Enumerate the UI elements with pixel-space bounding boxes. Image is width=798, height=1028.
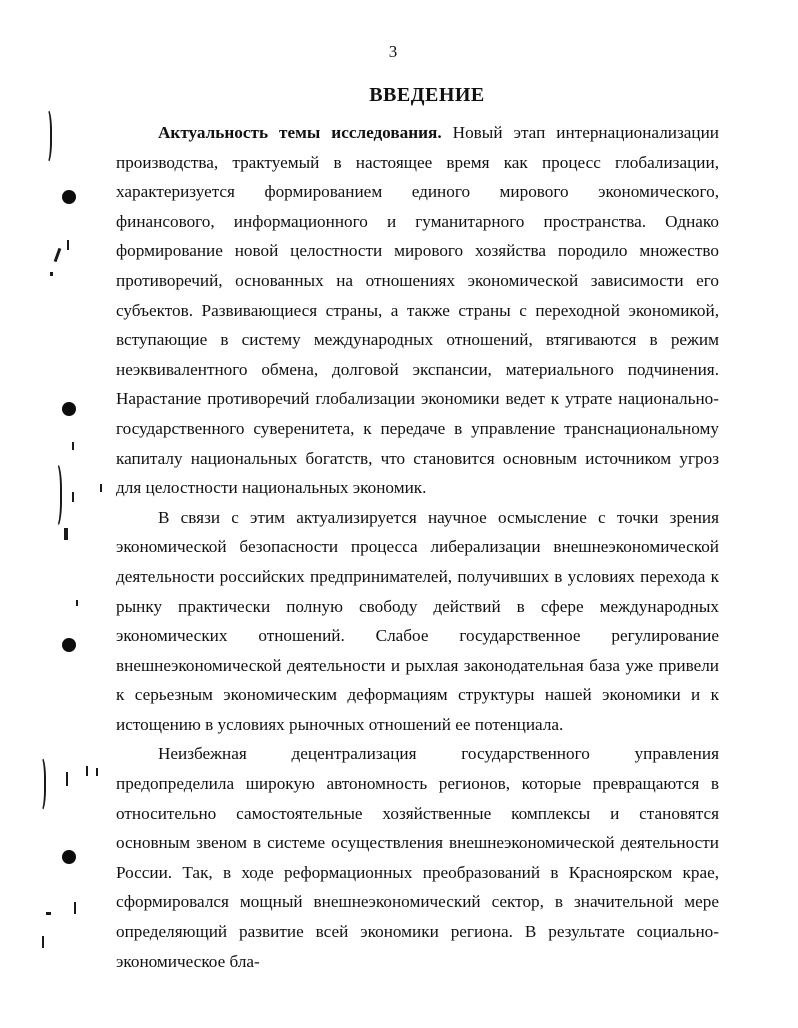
binding-hole-mark (62, 850, 76, 864)
scan-bracket-mark (48, 462, 62, 528)
scan-speck (42, 936, 44, 948)
scan-speck (74, 902, 76, 914)
scan-speck (46, 912, 51, 915)
paragraph (116, 739, 719, 976)
binding-hole-mark (62, 402, 76, 416)
scan-speck (72, 442, 74, 450)
paragraph-text: Неизбежная децентрализация государственного управления предопределила широкую автономность регионов, которые превращаются в относительно самостоятельные хозяйственные комплексы и становятся основным звеном в системе осуществления внешнеэкономической деятельности России. Так, в ходе реформационных преобразований в Красноярском крае, сформировался мощный внешнеэкономический сектор, в значительной мере определяющий развитие всей экономики региона. В результате социально-экономическое бла- (116, 744, 719, 971)
scan-speck (67, 240, 69, 250)
section-lead-heading: Актуальность темы исследования. (158, 123, 442, 142)
binding-hole-mark (62, 638, 76, 652)
scan-speck (72, 492, 74, 502)
paragraph (116, 503, 719, 740)
paragraph (116, 118, 719, 503)
scan-bracket-mark (34, 756, 46, 812)
scan-speck (64, 528, 68, 540)
binding-hole-mark (62, 190, 76, 204)
page-number: 3 (388, 42, 398, 61)
scan-speck (66, 772, 68, 786)
paragraph-text: В связи с этим актуализируется научное осмысление с точки зрения экономической безопасности процесса либерализации внешнеэкономической деятельности российских предпринимателей, получивших в условиях перехода к рынку практически полную свободу действий в сфере международных экономических отношений. Слабое государственное регулирование внешнеэкономической деятельности и рыхлая законодательная база уже привели к серьезным экономическим деформациям структуры нашей экономики и к истощению в условиях рыночных отношений ее потенциала. (116, 507, 719, 734)
scan-speck (50, 272, 53, 276)
scan-speck (86, 766, 88, 776)
page-title: ВВЕДЕНИЕ (369, 84, 485, 106)
scan-speck (54, 248, 62, 262)
paragraph-text: Новый этап интернационализации производства, трактуемый в настоящее время как процесс глобализации, характеризуется формированием единого мирового экономического, финансового, информационного и гуманитарного пространства. Однако формирование новой целостности мирового хозяйства породило множество противоречий, основанных на отношениях экономической зависимости его субъектов. Развивающиеся страны, а также страны с переходной экономикой, вступающие в систему международных отношений, втягиваются в режим неэквивалентного обмена, долговой экспансии, материального подчинения. Нарастание противоречий глобализации экономики ведет к утрате национально-государственного суверенитета, к передаче в управление транснациональному капиталу национальных богатств, что становится основным источником угроз для целостности национальных экономик. (116, 123, 720, 498)
scan-speck (76, 600, 78, 606)
scan-speck (100, 484, 102, 492)
document-body (116, 118, 719, 976)
scan-bracket-mark (40, 108, 52, 164)
scan-speck (96, 768, 98, 776)
